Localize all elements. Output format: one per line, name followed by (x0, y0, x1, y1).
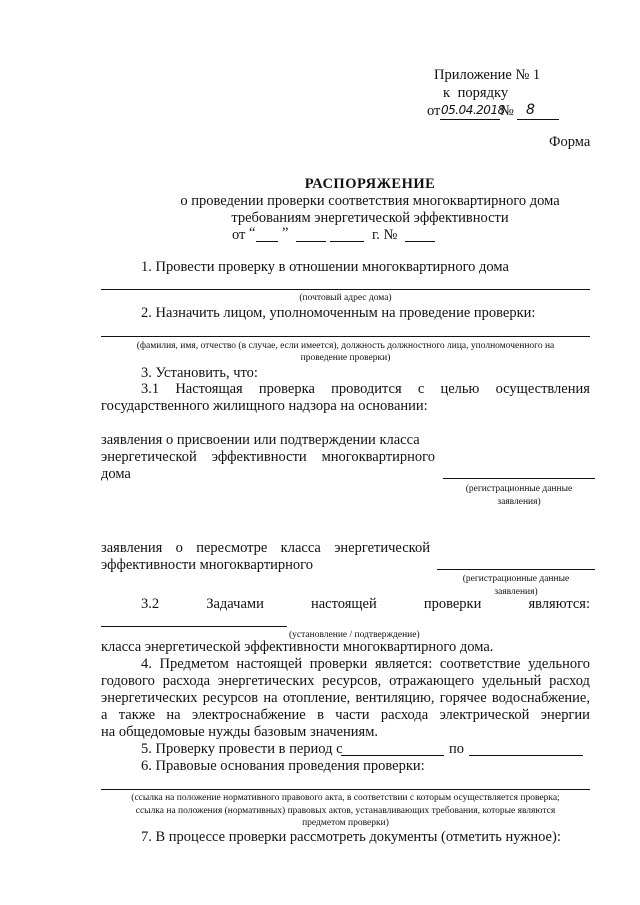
word: Предметом (159, 656, 229, 672)
word: в (317, 707, 324, 723)
document-title: РАСПОРЯЖЕНИЕ (304, 176, 436, 192)
point-4-line2 (101, 673, 590, 690)
word: электрической (439, 707, 530, 723)
point-4-line1 (141, 656, 590, 673)
word: на (263, 690, 278, 706)
word: ресурсов (202, 690, 259, 706)
word: эффективности (211, 449, 307, 465)
word: энергетических (217, 673, 315, 689)
address-caption: (почтовый адрес дома) (299, 293, 392, 303)
section-3-1-line2: государственного жилищного надзора на основании: (101, 398, 428, 414)
word: заявления (101, 540, 163, 556)
title-number-line (405, 241, 435, 242)
point-3-text: 3. Установить, что: (141, 365, 258, 381)
period-po-label: по (449, 741, 465, 757)
word: расхода (380, 707, 429, 723)
word: энергетической (101, 449, 197, 465)
point-4-line4 (101, 707, 590, 724)
option-1-line2 (101, 449, 435, 466)
form-label: Форма (549, 134, 591, 150)
word: пересмотре (196, 540, 268, 556)
word: водоснабжение, (491, 690, 590, 706)
section-3-1-line1 (141, 381, 590, 398)
handwritten-number: 8 (526, 102, 535, 118)
word: о (175, 540, 183, 556)
word: Задачами (206, 596, 264, 612)
appendix-label: Приложение № 1 (434, 67, 541, 83)
word: расхода (162, 673, 211, 689)
handwritten-date: 05.04.2018 (441, 103, 505, 117)
word: осуществления (495, 381, 590, 397)
title-date-month-line-2 (330, 241, 364, 242)
word: удельного (528, 656, 590, 672)
period-end-line (469, 755, 583, 756)
point-4-line3 (101, 690, 590, 707)
option-2-line1 (101, 540, 430, 557)
word: многоквартирного (321, 449, 435, 465)
word: отражающего (389, 673, 475, 689)
document-subtitle-line1: о проведении проверки соответствия многоквартирного дома (180, 193, 560, 209)
order-reference: к порядку (443, 85, 509, 101)
inspector-line (101, 336, 590, 337)
legal-basis-caption1: (ссылка на положение нормативного правового акта, в соответствии с которым осуществляется проверка; (131, 793, 560, 803)
word: Настоящая (175, 381, 243, 397)
title-date-prefix: от (232, 227, 246, 243)
word: части (335, 707, 370, 723)
inspector-caption-line1: (фамилия, имя, отчество (в случае, если имеется), должность должностного лица, уполномоченного на (136, 341, 555, 351)
word: удельный (481, 673, 542, 689)
word: горячее (439, 690, 487, 706)
word: электроснабжение (191, 707, 306, 723)
title-date-close-quote: ” (282, 225, 289, 241)
inspector-caption-line2: проведение проверки) (300, 353, 391, 363)
legal-basis-caption2: ссылка на положения (нормативных) правовых актов, устанавливающих требования, которые являются (135, 806, 556, 816)
address-line (101, 289, 590, 290)
section-3-2-line1 (141, 596, 590, 613)
point-2-text: 2. Назначить лицом, уполномоченным на проведение проверки: (141, 305, 536, 321)
section-3-2-line2: класса энергетической эффективности многоквартирного дома. (101, 639, 494, 655)
word: является: (374, 656, 433, 672)
word: являются: (528, 596, 590, 612)
word: 4. (141, 656, 152, 672)
word: проверка (258, 381, 315, 397)
option-2-line2: эффективности многоквартирного (101, 557, 314, 573)
number-underline (517, 119, 559, 120)
word: энергетических (101, 690, 198, 706)
document-subtitle-line2: требованиям энергетической эффективности (231, 210, 509, 226)
word: целью (440, 381, 480, 397)
option-1-registration-line (443, 478, 595, 479)
word: также (118, 707, 156, 723)
word: 3.1 (141, 381, 160, 397)
word: проводится (331, 381, 402, 397)
title-date-open-quote: “ (249, 225, 256, 241)
word: проверки (423, 596, 482, 612)
title-date-month-line-1 (296, 241, 326, 242)
legal-basis-line (101, 789, 590, 790)
word: годового (101, 673, 155, 689)
date-underline (440, 119, 500, 120)
word: энергетической (334, 540, 430, 556)
option-1-registration-caption2: заявления) (497, 497, 541, 507)
word: отопление, (282, 690, 351, 706)
point-5-text: 5. Проверку провести в период с (141, 741, 343, 757)
word: расход (549, 673, 590, 689)
option-1-line3: дома (101, 466, 131, 482)
section-3-2-caption: (установление / подтверждение) (289, 630, 420, 640)
point-6-text: 6. Правовые основания проведения проверки: (141, 758, 425, 774)
word: на (166, 707, 181, 723)
word: ресурсов, (322, 673, 382, 689)
word: 3.2 (141, 596, 160, 612)
section-3-2-blank-line (101, 626, 287, 627)
title-date-g-no: г. № (372, 227, 398, 243)
word: а (101, 707, 108, 723)
word: соответствие (439, 656, 521, 672)
title-date-day-line (256, 241, 278, 242)
point-7-text: 7. В процессе проверки рассмотреть документы (отметить нужное): (141, 829, 561, 845)
point-4-line5: на общедомовые нужды базовым значениям. (101, 724, 379, 740)
word: вентиляцию, (355, 690, 435, 706)
word: настоящей (310, 596, 377, 612)
word: энергии (540, 707, 590, 723)
option-2-registration-caption2: заявления) (494, 587, 538, 597)
option-2-registration-caption1: (регистрационные данные (462, 574, 570, 584)
word: настоящей (236, 656, 303, 672)
word: проверки (309, 656, 368, 672)
word: класса (280, 540, 321, 556)
period-start-line (341, 755, 444, 756)
legal-basis-caption3: предметом проверки) (302, 818, 389, 828)
point-1-text: 1. Провести проверку в отношении многоквартирного дома (141, 259, 509, 275)
option-1-line1: заявления о присвоении или подтверждении класса (101, 432, 420, 448)
date-prefix: от (427, 103, 441, 119)
option-1-registration-caption1: (регистрационные данные (465, 484, 573, 494)
option-2-registration-line (437, 569, 595, 570)
number-sign: № (500, 103, 514, 119)
word: с (417, 381, 425, 397)
